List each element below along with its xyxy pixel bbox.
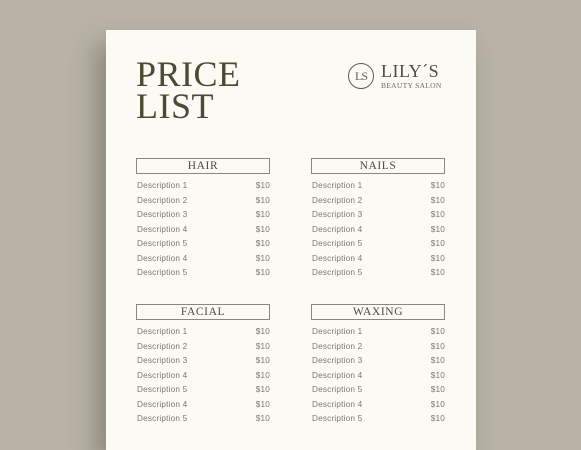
price-row <box>311 208 445 223</box>
item-price: $10 <box>255 224 270 234</box>
price-row <box>136 208 270 223</box>
price-row <box>311 398 445 413</box>
price-rows <box>311 325 445 427</box>
item-price: $10 <box>255 356 270 365</box>
item-price: $10 <box>255 385 270 394</box>
item-price: $10 <box>430 181 445 190</box>
price-row <box>311 369 445 384</box>
item-price: $10 <box>430 239 445 248</box>
price-row <box>136 252 270 267</box>
item-price: $10 <box>255 268 270 277</box>
price-row <box>311 237 445 252</box>
item-price: $10 <box>430 210 445 219</box>
item-price: $10 <box>255 253 270 263</box>
item-price: $10 <box>430 224 445 234</box>
item-description: Description 5 <box>312 385 363 394</box>
item-price: $10 <box>430 385 445 394</box>
section-header: NAILS <box>311 158 445 174</box>
item-description: Description 4 <box>312 370 363 380</box>
item-price: $10 <box>430 414 445 423</box>
item-price: $10 <box>255 370 270 380</box>
price-row <box>311 325 445 340</box>
item-price: $10 <box>255 414 270 423</box>
title-line-1: PRICE <box>136 54 241 94</box>
price-row <box>136 194 270 209</box>
price-row <box>136 412 270 427</box>
item-price: $10 <box>430 195 445 205</box>
salon-logo <box>348 62 458 92</box>
item-price: $10 <box>255 210 270 219</box>
price-row <box>136 223 270 238</box>
item-price: $10 <box>255 239 270 248</box>
item-price: $10 <box>255 399 270 409</box>
salon-tagline: BEAUTY SALON <box>381 81 442 90</box>
item-description: Description 2 <box>137 195 188 205</box>
item-description: Description 3 <box>137 210 188 219</box>
price-row <box>136 325 270 340</box>
item-description: Description 1 <box>137 327 188 336</box>
price-row <box>136 266 270 281</box>
item-description: Description 4 <box>137 399 188 409</box>
price-list-sheet <box>106 30 476 450</box>
item-description: Description 3 <box>312 210 363 219</box>
item-description: Description 2 <box>312 195 363 205</box>
price-row <box>311 354 445 369</box>
title-line-2: LIST <box>136 86 214 126</box>
price-row <box>136 179 270 194</box>
item-price: $10 <box>255 341 270 351</box>
section-header: HAIR <box>136 158 270 174</box>
item-description: Description 2 <box>312 341 363 351</box>
price-row <box>311 412 445 427</box>
item-description: Description 4 <box>312 253 363 263</box>
price-row <box>136 354 270 369</box>
item-price: $10 <box>430 370 445 380</box>
item-description: Description 5 <box>137 385 188 394</box>
item-description: Description 4 <box>137 370 188 380</box>
item-price: $10 <box>430 253 445 263</box>
item-price: $10 <box>430 341 445 351</box>
item-price: $10 <box>255 327 270 336</box>
item-description: Description 3 <box>312 356 363 365</box>
item-description: Description 1 <box>137 181 188 190</box>
price-row <box>136 398 270 413</box>
item-description: Description 4 <box>137 253 188 263</box>
item-price: $10 <box>255 181 270 190</box>
section-waxing <box>311 304 445 427</box>
section-header: FACIAL <box>136 304 270 320</box>
price-row <box>311 194 445 209</box>
item-price: $10 <box>430 327 445 336</box>
item-description: Description 1 <box>312 181 363 190</box>
price-rows <box>136 325 270 427</box>
item-description: Description 4 <box>312 399 363 409</box>
item-price: $10 <box>430 399 445 409</box>
price-row <box>311 252 445 267</box>
item-description: Description 4 <box>137 224 188 234</box>
item-description: Description 4 <box>312 224 363 234</box>
section-hair <box>136 158 270 281</box>
item-description: Description 5 <box>312 239 363 248</box>
price-row <box>311 340 445 355</box>
price-row <box>136 237 270 252</box>
item-description: Description 5 <box>137 239 188 248</box>
item-description: Description 5 <box>137 268 188 277</box>
item-price: $10 <box>430 268 445 277</box>
price-rows <box>136 179 270 281</box>
price-rows <box>311 179 445 281</box>
item-description: Description 3 <box>137 356 188 365</box>
item-description: Description 1 <box>312 327 363 336</box>
price-row <box>136 369 270 384</box>
section-facial <box>136 304 270 427</box>
price-row <box>311 266 445 281</box>
price-row <box>136 340 270 355</box>
page-title <box>136 54 241 126</box>
salon-name: LILY´S <box>381 61 440 81</box>
price-row <box>311 179 445 194</box>
monogram-icon: LS <box>348 63 374 89</box>
price-row <box>311 223 445 238</box>
item-description: Description 2 <box>137 341 188 351</box>
section-nails <box>311 158 445 281</box>
item-description: Description 5 <box>312 268 363 277</box>
item-description: Description 5 <box>312 414 363 423</box>
item-price: $10 <box>430 356 445 365</box>
price-row <box>311 383 445 398</box>
item-description: Description 5 <box>137 414 188 423</box>
price-row <box>136 383 270 398</box>
item-price: $10 <box>255 195 270 205</box>
section-header: WAXING <box>311 304 445 320</box>
